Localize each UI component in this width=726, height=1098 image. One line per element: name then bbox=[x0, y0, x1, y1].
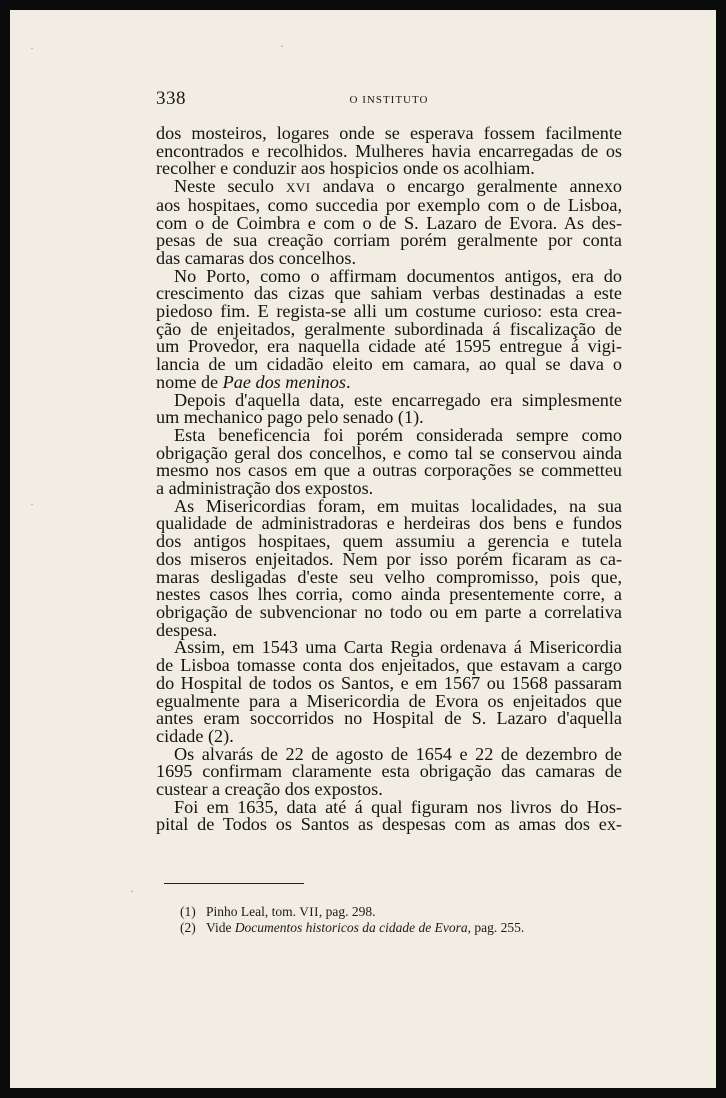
text-line: As Misericordias foram, em muitas localidades, na sua bbox=[174, 495, 622, 516]
text-line: piedoso fim. E regista-se alli um costume curioso: esta crea- bbox=[156, 301, 622, 322]
footnotes bbox=[180, 904, 620, 936]
text-run: nome de bbox=[156, 371, 219, 392]
text-line: ção de enjeitados, geralmente subordinada á fiscalização de bbox=[156, 318, 622, 339]
roman-numeral: XVI bbox=[286, 180, 311, 196]
paragraph bbox=[156, 389, 622, 428]
text-line: Os alvarás de 22 de agosto de 1654 e 22 de dezembro de bbox=[174, 743, 622, 764]
paragraph bbox=[156, 424, 622, 499]
text-line: aos hospitaes, como succedia por exemplo com o de Lisboa, bbox=[156, 194, 622, 215]
running-title: O INSTITUTO bbox=[349, 94, 429, 106]
paragraph bbox=[156, 743, 622, 800]
text-line: um mechanico pago pelo senado (1). bbox=[156, 407, 424, 428]
page-header bbox=[156, 88, 622, 112]
text-line: qualidade de administradoras e herdeiras dos bens e fundos bbox=[156, 513, 622, 534]
text-line: com o de Coimbra e com o de S. Lazaro de Evora. As des- bbox=[156, 212, 622, 233]
text-line: custear a creação dos expostos. bbox=[156, 779, 383, 800]
text-line: egualmente para a Misericordia de Evora os enjeitados que bbox=[156, 690, 622, 711]
text-line: a administração dos expostos. bbox=[156, 478, 374, 499]
text-line: dos mosteiros, logares onde se esperava fossem facilmente bbox=[156, 123, 622, 143]
footnote bbox=[180, 920, 620, 936]
paragraph bbox=[156, 125, 622, 178]
paragraph bbox=[156, 178, 622, 268]
text-line: No Porto, como o affirmam documentos antigos, era do bbox=[174, 265, 622, 286]
paragraph bbox=[156, 495, 622, 640]
page-number: 338 bbox=[156, 88, 186, 109]
text-run: . bbox=[345, 371, 351, 392]
text-line: dos miseros enjeitados. Nem por isso porém ficaram as ca- bbox=[156, 548, 622, 569]
text-line bbox=[156, 178, 622, 197]
paragraph bbox=[156, 265, 622, 392]
footnote-marker: (2) bbox=[180, 920, 196, 935]
text-run: Neste seculo bbox=[174, 176, 274, 197]
text-run: , pag. 298. bbox=[318, 904, 376, 919]
text-run: andava o encargo geralmente annexo bbox=[322, 176, 623, 197]
italic-term: Pae dos meninos bbox=[222, 371, 346, 392]
text-line: um Provedor, era naquella cidade até 1595 entregue á vigi- bbox=[156, 336, 622, 357]
body-text bbox=[156, 125, 622, 834]
book-page bbox=[10, 10, 716, 1088]
text-line: do Hospital de todos os Santos, e em 1567 ou 1568 passaram bbox=[156, 672, 622, 693]
text-line: mesmo nos casos em que a outras corporações se commetteu bbox=[156, 460, 622, 481]
text-run: Vide bbox=[206, 920, 232, 935]
print-speck: · bbox=[280, 39, 284, 53]
text-line: cidade (2). bbox=[156, 725, 234, 746]
text-line: crescimento das cizas que sahiam verbas destinadas a este bbox=[156, 283, 622, 304]
text-line: pesas de sua creação corriam porém geralmente por conta bbox=[156, 230, 622, 251]
footnote-marker: (1) bbox=[180, 904, 196, 919]
text-line: 1695 confirmam claramente esta obrigação das camaras de bbox=[156, 761, 622, 782]
roman-numeral: VII bbox=[299, 904, 319, 919]
print-speck: · bbox=[30, 41, 34, 55]
text-line: lancia de um cidadão eleito em camara, ao qual se dava o bbox=[156, 354, 622, 375]
italic-term: Documentos historicos da cidade de Evora bbox=[234, 920, 468, 935]
text-line: Foi em 1635, data até á qual figuram nos livros do Hos- bbox=[174, 796, 622, 817]
paragraph bbox=[156, 796, 622, 835]
footnote bbox=[180, 904, 620, 920]
text-line: obrigação de subvencionar no todo ou em parte a correlativa bbox=[156, 601, 622, 622]
text-line: Assim, em 1543 uma Carta Regia ordenava á Misericordia bbox=[174, 637, 622, 658]
paragraph bbox=[156, 639, 622, 745]
text-run: , pag. 255. bbox=[467, 920, 525, 935]
print-speck: · bbox=[130, 884, 134, 898]
text-line: pital de Todos os Santos as despesas com as amas dos ex- bbox=[156, 814, 622, 835]
text-line: maras desligadas d'este seu velho compromisso, pois que, bbox=[156, 566, 622, 587]
text-line: despesa. bbox=[156, 619, 218, 640]
text-line: antes eram soccorridos no Hospital de S. Lazaro d'aquella bbox=[156, 708, 622, 729]
footnote-divider bbox=[164, 883, 304, 884]
text-line: obrigação geral dos concelhos, e como tal se conservou ainda bbox=[156, 442, 622, 463]
text-run: Pinho Leal, tom. bbox=[206, 904, 296, 919]
text-line: das camaras dos concelhos. bbox=[156, 247, 356, 268]
text-line: dos antigos hospitaes, quem assumiu a gerencia e tutela bbox=[156, 531, 622, 552]
text-line: recolher e conduzir aos hospicios onde os acolhiam. bbox=[156, 158, 535, 179]
text-line: Depois d'aquella data, este encarregado era simplesmente bbox=[174, 389, 622, 410]
text-line: de Lisboa tomasse conta dos enjeitados, que estavam a cargo bbox=[156, 655, 622, 676]
text-line: nestes casos lhes corria, como ainda presentemente corre, a bbox=[156, 584, 622, 605]
text-line: encontrados e recolhidos. Mulheres havia encarregadas de os bbox=[156, 140, 622, 161]
print-speck: · bbox=[30, 497, 34, 511]
text-line bbox=[156, 371, 622, 392]
text-line: Esta beneficencia foi porém considerada sempre como bbox=[174, 424, 622, 445]
